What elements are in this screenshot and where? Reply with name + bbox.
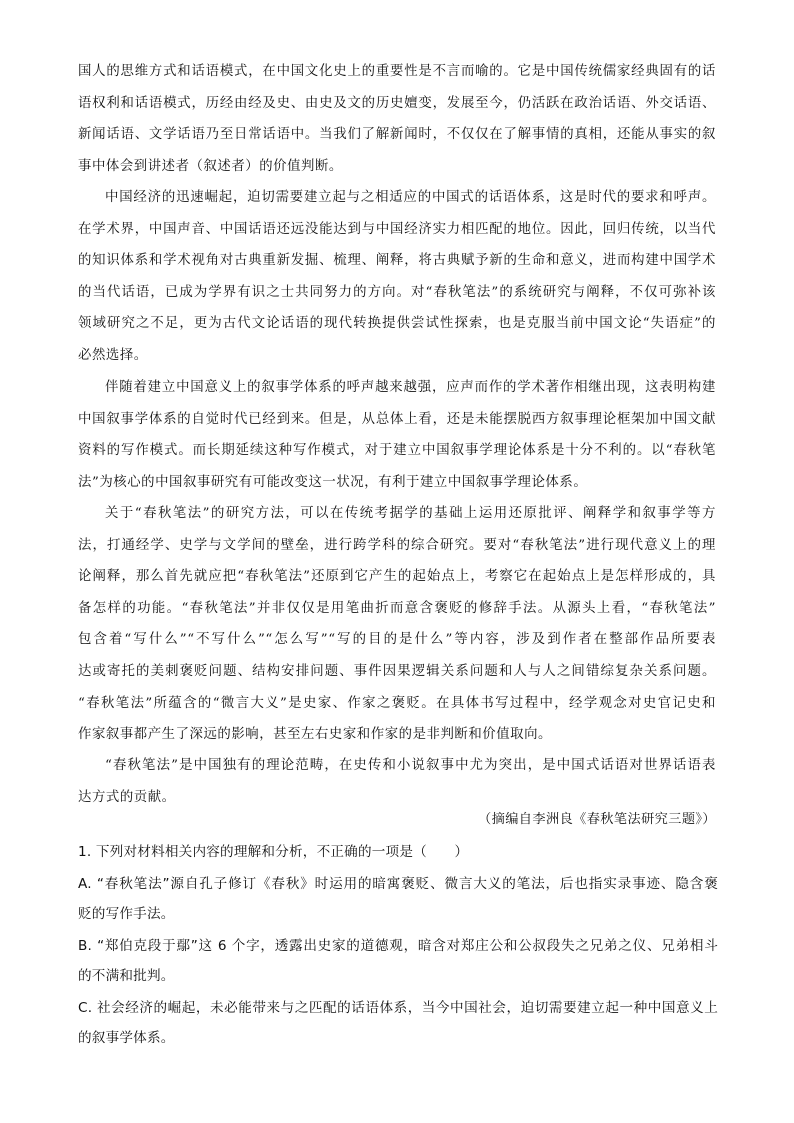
- passage-line: 法，打通经学、史学与文学间的壁垒，进行跨学科的综合研究。要对“春秋笔法”进行现代意义上的理: [78, 537, 716, 553]
- passage-line: 伴随着建立中国意义上的叙事学体系的呼声越来越强，应声而作的学术著作相继出现，这表明构建: [105, 380, 716, 395]
- passage-line: 的当代话语，已成为学界有识之士共同努力的方向。对“春秋笔法”的系统研究与阐释，不仅可弥补该: [78, 284, 716, 300]
- passage-line: 作家叙事都产生了深远的影响，甚至左右史家和作家的是非判断和价值取向。: [78, 727, 552, 743]
- question-stem-text: 1. 下列对材料相关内容的理解和分析，不正确的一项是（ ）: [78, 844, 469, 860]
- passage-line: 新闻话语、文学话语乃至日常话语中。当我们了解新闻时，不仅仅在了解事情的真相，还能从事实的叙: [78, 127, 716, 143]
- passage-line: 包含着“写什么”“不写什么”“怎么写”“写的目的是什么”等内容，涉及到作者在整部作品所要表: [78, 632, 716, 648]
- passage-line: 的知识体系和学术视角对古典重新发掘、梳理、阐释，将古典赋予新的生命和意义，进而构建中国学术: [78, 253, 716, 269]
- option-c: [78, 994, 718, 1053]
- passage-paragraph-2: [78, 182, 716, 372]
- passage-line: 中国经济的迅速崛起，迫切需要建立起与之相适应的中国式的话语体系，这是时代的要求和呼声。: [105, 190, 716, 205]
- passage-line: 论阐释，那么首先就应把“春秋笔法”还原到它产生的起始点上，考察它在起始点上是怎样形成的，具: [78, 569, 716, 585]
- passage-line: 达方式的贡献。: [78, 789, 176, 805]
- option-line: 的不满和批判。: [78, 967, 175, 984]
- passage-line: “春秋笔法”所蕴含的“微言大义”是史家、作家之褒贬。在具体书写过程中，经学观念对史官记史和: [78, 695, 716, 711]
- passage-line: 语权利和话语模式，历经由经及史、由史及文的历史嬗变，发展至今，仍活跃在政治话语、外交话语、: [78, 95, 716, 111]
- option-line: A. “春秋笔法”源自孔子修订《春秋》时运用的暗寓褒贬、微言大义的笔法，后也指实录事迹、隐含褒: [78, 876, 718, 892]
- passage-line: 事中体会到讲述者（叙述者）的价值判断。: [78, 158, 343, 174]
- passage-line: 法”为核心的中国叙事研究有可能改变这一状况，有利于建立中国叙事学理论体系。: [78, 474, 588, 490]
- passage-source: （摘编自李洲良《春秋笔法研究三题》）: [478, 812, 716, 827]
- passage-line: 国人的思维方式和话语模式，在中国文化史上的重要性是不言而喻的。它是中国传统儒家经典固有的话: [78, 64, 716, 79]
- question-stem: [78, 838, 718, 868]
- passage-line: 关于“春秋笔法”的研究方法，可以在传统考据学的基础上运用还原批评、阐释学和叙事学等方: [105, 506, 716, 521]
- option-line: 的叙事学体系。: [78, 1029, 175, 1046]
- passage-line: 中国叙事学体系的自觉时代已经到来。但是，从总体上看，还是未能摆脱西方叙事理论框架加中国文献: [78, 411, 716, 427]
- option-a: [78, 870, 718, 929]
- passage-line: 资料的写作模式。而长期延续这种写作模式，对于建立中国叙事学理论体系是十分不利的。以“春秋笔: [78, 443, 716, 459]
- passage-line: 备怎样的功能。“春秋笔法”并非仅仅是用笔曲折而意含褒贬的修辞手法。从源头上看，“春秋笔法”: [78, 600, 716, 616]
- option-b: [78, 932, 718, 991]
- option-line: B. “郑伯克段于鄢”这 6 个字，透露出史家的道德观，暗含对郑庄公和公叔段失之兄弟之仪、兄弟相斗: [78, 938, 718, 954]
- passage-paragraph-4: [78, 498, 716, 751]
- option-line: C. 社会经济的崛起，未必能带来与之匹配的话语体系，当今中国社会，迫切需要建立起一种中国意义上: [78, 1000, 718, 1016]
- option-line: 贬的写作手法。: [78, 905, 175, 922]
- passage-line: 必然选择。: [78, 347, 148, 363]
- passage-paragraph-3: [78, 372, 716, 498]
- passage-paragraph-1: [78, 56, 716, 182]
- passage-paragraph-5: [78, 750, 716, 813]
- passage-line: 领域研究之不足，更为古代文论话语的现代转换提供尝试性探索，也是克服当前中国文论“失语症”的: [78, 316, 716, 332]
- passage-line: 达或寄托的美刺褒贬问题、结构安排问题、事件因果逻辑关系问题和人与人之间错综复杂关系问题。: [78, 663, 716, 679]
- passage-line: 在学术界，中国声音、中国话语还远没能达到与中国经济实力相匹配的地位。因此，回归传统，以当代: [78, 221, 716, 237]
- passage-line: “春秋笔法”是中国独有的理论范畴，在史传和小说叙事中尤为突出，是中国式话语对世界话语表: [105, 758, 716, 773]
